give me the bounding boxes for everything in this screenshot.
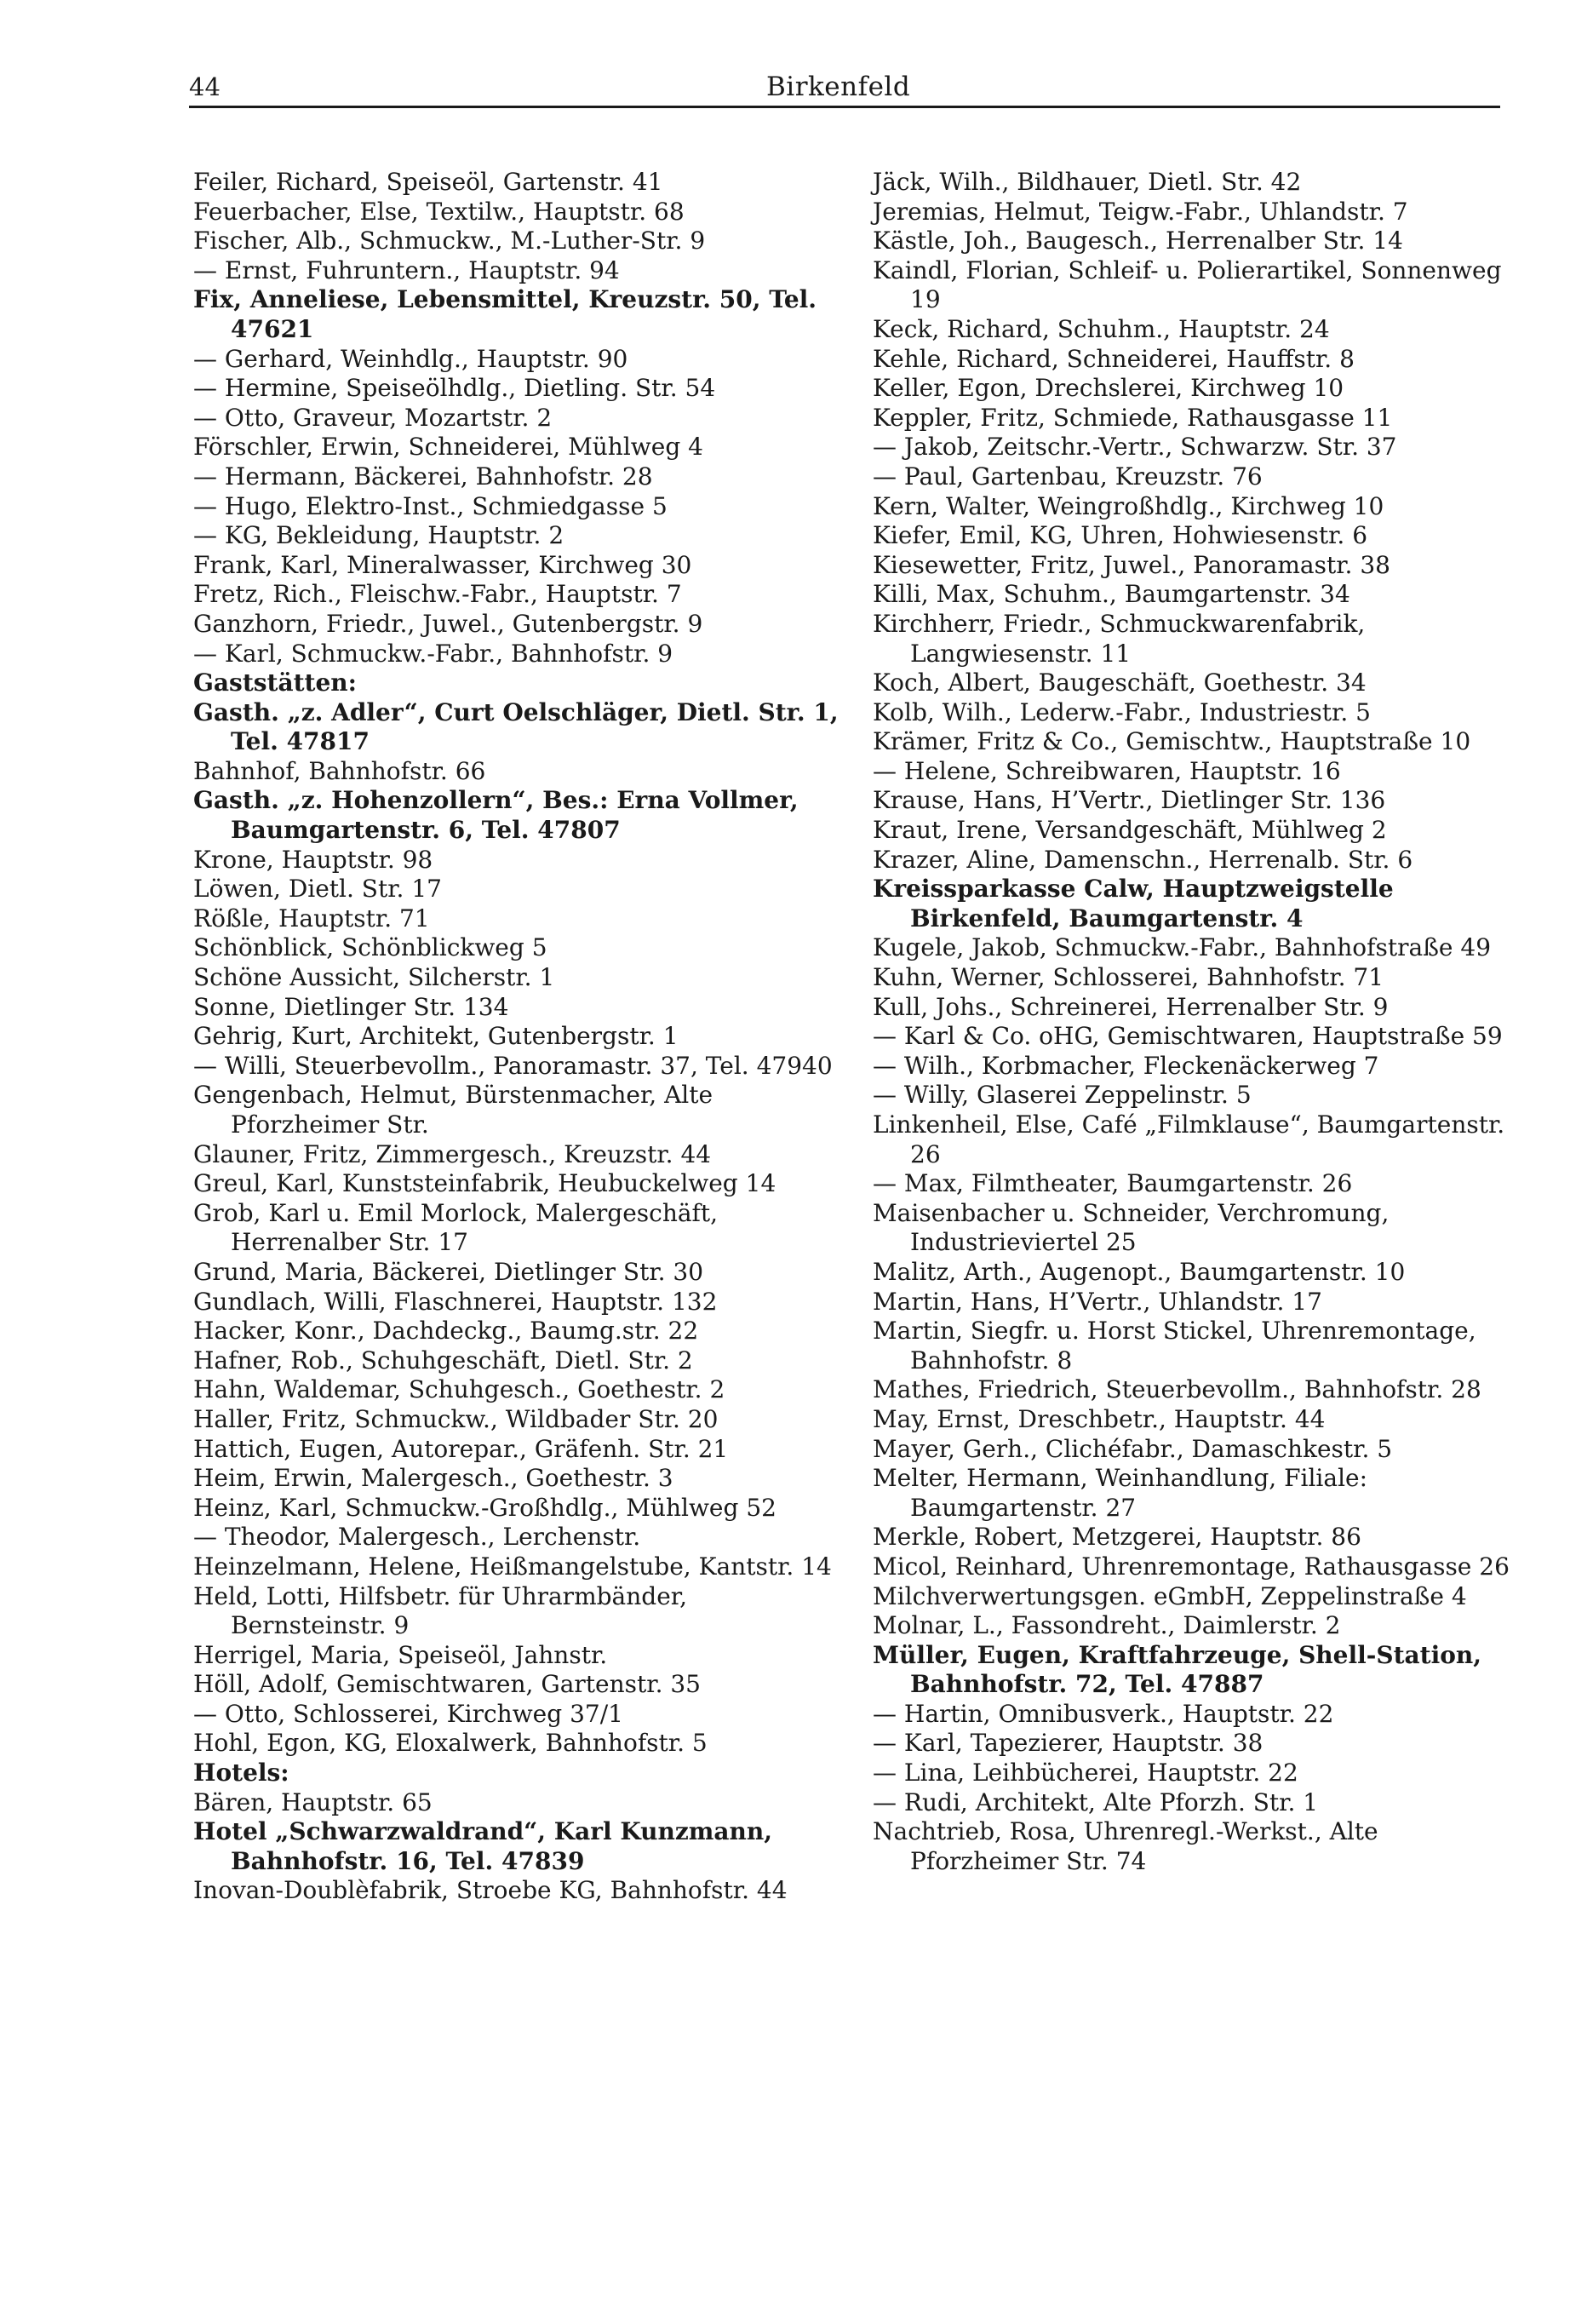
- directory-entry: Förschler, Erwin, Schneiderei, Mühlweg 4: [193, 433, 703, 462]
- directory-entry: Kästle, Joh., Baugesch., Herrenalber Str. 14: [873, 227, 1403, 255]
- directory-entry: Kehle, Richard, Schneiderei, Hauffstr. 8: [873, 344, 1355, 373]
- directory-entry: Kern, Walter, Weingroßhdlg., Kirchweg 10: [873, 491, 1384, 520]
- directory-entry: — Willi, Steuerbevollm., Panoramastr. 37, Tel. 47940: [193, 1051, 833, 1080]
- directory-entry: Martin, Siegfr. u. Horst Stickel, Uhrenremontage, Bahnhofstr. 8: [873, 1317, 1476, 1374]
- directory-entry: Inovan-Doublèfabrik, Stroebe KG, Bahnhofstr. 44: [193, 1876, 788, 1905]
- directory-entry: Hohl, Egon, KG, Eloxalwerk, Bahnhofstr. 5: [193, 1729, 708, 1758]
- directory-entry: — Rudi, Architekt, Alte Pforzh. Str. 1: [873, 1787, 1319, 1816]
- directory-entry: Hafner, Rob., Schuhgeschäft, Dietl. Str. 2: [193, 1346, 693, 1374]
- directory-entry: — Gerhard, Weinhdlg., Hauptstr. 90: [193, 344, 628, 373]
- directory-entry: — Hugo, Elektro-Inst., Schmiedgasse 5: [193, 491, 668, 520]
- directory-entry: Nachtrieb, Rosa, Uhrenregl.-Werkst., Alte Pforzheimer Str. 74: [873, 1817, 1378, 1875]
- directory-entry: Micol, Reinhard, Uhrenremontage, Rathausgasse 26: [873, 1552, 1510, 1581]
- directory-entry: Kreissparkasse Calw, Hauptzweigstelle Birkenfeld, Baumgartenstr. 4: [873, 875, 1394, 932]
- directory-entry: Koch, Albert, Baugeschäft, Goethestr. 34: [873, 669, 1367, 697]
- directory-entry: — Hermine, Speiseölhdlg., Dietling. Str. 54: [193, 374, 716, 403]
- directory-entry: Kugele, Jakob, Schmuckw.-Fabr., Bahnhofstraße 49: [873, 933, 1492, 962]
- directory-entry: Kaindl, Florian, Schleif- u. Polierartikel, Sonnenweg 19: [873, 255, 1502, 314]
- directory-entry: Haller, Fritz, Schmuckw., Wildbader Str. 20: [193, 1404, 719, 1433]
- directory-entry: Killi, Max, Schuhm., Baumgartenstr. 34: [873, 580, 1350, 609]
- directory-entry: — Willy, Glaserei Zeppelinstr. 5: [873, 1081, 1252, 1110]
- directory-entry: Malitz, Arth., Augenopt., Baumgartenstr. 10: [873, 1257, 1406, 1286]
- directory-entry: — Ernst, Fuhruntern., Hauptstr. 94: [193, 255, 620, 284]
- directory-entry: — Lina, Leihbücherei, Hauptstr. 22: [873, 1759, 1298, 1787]
- directory-entry: Heinzelmann, Helene, Heißmangelstube, Kantstr. 14: [193, 1552, 832, 1581]
- directory-entry: — Wilh., Korbmacher, Fleckenäckerweg 7: [873, 1051, 1379, 1080]
- directory-entry: Kull, Johs., Schreinerei, Herrenalber Str. 9: [873, 992, 1389, 1021]
- directory-entry: Melter, Hermann, Weinhandlung, Filiale: Baumgartenstr. 27: [873, 1464, 1368, 1522]
- directory-entry: Martin, Hans, H’Vertr., Uhlandstr. 17: [873, 1287, 1322, 1316]
- directory-entry: Gengenbach, Helmut, Bürstenmacher, Alte Pforzheimer Str.: [193, 1081, 713, 1139]
- directory-entry: Heinz, Karl, Schmuckw.-Großhdlg., Mühlweg 52: [193, 1493, 776, 1522]
- directory-entry: Hacker, Konr., Dachdeckg., Baumg.str. 22: [193, 1317, 699, 1346]
- directory-entry: — Helene, Schreibwaren, Hauptstr. 16: [873, 756, 1341, 785]
- directory-entry: Krone, Hauptstr. 98: [193, 845, 433, 874]
- directory-entry: Hotels:: [193, 1759, 289, 1787]
- directory-entry: — Otto, Graveur, Mozartstr. 2: [193, 403, 553, 432]
- directory-entry: — Hartin, Omnibusverk., Hauptstr. 22: [873, 1699, 1334, 1728]
- directory-entry: Mayer, Gerh., Clichéfabr., Damaschkestr. 5: [873, 1434, 1393, 1463]
- directory-entry: Hattich, Eugen, Autorepar., Gräfenh. Str. 21: [193, 1434, 729, 1463]
- directory-entry: Molnar, L., Fassondreht., Daimlerstr. 2: [873, 1611, 1341, 1640]
- directory-entry: Rößle, Hauptstr. 71: [193, 904, 430, 932]
- directory-entry: Fischer, Alb., Schmuckw., M.-Luther-Str. 9: [193, 227, 706, 255]
- directory-entry: Krause, Hans, H’Vertr., Dietlinger Str. 136: [873, 786, 1386, 815]
- directory-entry: Milchverwertungsgen. eGmbH, Zeppelinstraße 4: [873, 1581, 1467, 1610]
- directory-entry: Bären, Hauptstr. 65: [193, 1787, 433, 1816]
- directory-entry: Löwen, Dietl. Str. 17: [193, 875, 442, 904]
- directory-entry: Jeremias, Helmut, Teigw.-Fabr., Uhlandstr. 7: [873, 197, 1408, 226]
- directory-entry: Maisenbacher u. Schneider, Verchromung, Industrieviertel 25: [873, 1198, 1390, 1257]
- directory-entry: Jäck, Wilh., Bildhauer, Dietl. Str. 42: [873, 168, 1302, 196]
- directory-entry: — Otto, Schlosserei, Kirchweg 37/1: [193, 1699, 623, 1728]
- directory-entry: Greul, Karl, Kunststeinfabrik, Heubuckelweg 14: [193, 1169, 776, 1198]
- directory-entry: Keck, Richard, Schuhm., Hauptstr. 24: [873, 314, 1330, 343]
- directory-entry: — Theodor, Malergesch., Lerchenstr.: [193, 1523, 641, 1552]
- directory-entry: Merkle, Robert, Metzgerei, Hauptstr. 86: [873, 1523, 1361, 1552]
- directory-entry: Krämer, Fritz & Co., Gemischtw., Hauptstraße 10: [873, 727, 1471, 756]
- directory-entry: Kirchherr, Friedr., Schmuckwarenfabrik, Langwiesenstr. 11: [873, 609, 1366, 668]
- directory-entry: Mathes, Friedrich, Steuerbevollm., Bahnhofstr. 28: [873, 1375, 1481, 1404]
- header-rule: [189, 106, 1500, 108]
- directory-entry: Müller, Eugen, Kraftfahrzeuge, Shell-Station, Bahnhofstr. 72, Tel. 47887: [873, 1640, 1481, 1699]
- directory-entry: Glauner, Fritz, Zimmergesch., Kreuzstr. 44: [193, 1139, 712, 1168]
- directory-entry: Krazer, Aline, Damenschn., Herrenalb. Str. 6: [873, 845, 1413, 874]
- directory-entry: Grob, Karl u. Emil Morlock, Malergeschäft, Herrenalber Str. 17: [193, 1198, 719, 1257]
- directory-entry: Schönblick, Schönblickweg 5: [193, 933, 547, 962]
- directory-entry: — Hermann, Bäckerei, Bahnhofstr. 28: [193, 462, 653, 491]
- directory-entry: — Paul, Gartenbau, Kreuzstr. 76: [873, 462, 1263, 491]
- directory-entry: Gasth. „z. Adler“, Curt Oelschläger, Dietl. Str. 1, Tel. 47817: [193, 697, 839, 756]
- right-column: [873, 168, 1520, 1876]
- directory-entry: — Karl, Schmuckw.-Fabr., Bahnhofstr. 9: [193, 639, 673, 668]
- page-header: [0, 0, 1593, 119]
- directory-entry: Kiefer, Emil, KG, Uhren, Hohwiesenstr. 6: [873, 521, 1368, 550]
- directory-entry: Kolb, Wilh., Lederw.-Fabr., Industriestr. 5: [873, 697, 1371, 726]
- directory-entry: Hahn, Waldemar, Schuhgesch., Goethestr. 2: [193, 1375, 725, 1404]
- directory-entry: Gundlach, Willi, Flaschnerei, Hauptstr. 132: [193, 1287, 718, 1316]
- directory-entry: Sonne, Dietlinger Str. 134: [193, 992, 509, 1021]
- directory-entry: Schöne Aussicht, Silcherstr. 1: [193, 963, 555, 992]
- directory-entry: Grund, Maria, Bäckerei, Dietlinger Str. 30: [193, 1257, 704, 1286]
- directory-entry: Herrigel, Maria, Speiseöl, Jahnstr.: [193, 1640, 608, 1669]
- directory-entry: Fix, Anneliese, Lebensmittel, Kreuzstr. 50, Tel. 47621: [193, 285, 817, 343]
- directory-entry: Gehrig, Kurt, Architekt, Gutenbergstr. 1: [193, 1022, 679, 1051]
- directory-entry: May, Ernst, Dreschbetr., Hauptstr. 44: [873, 1404, 1326, 1433]
- directory-entry: Keppler, Fritz, Schmiede, Rathausgasse 11: [873, 403, 1393, 432]
- left-column: [193, 168, 840, 1906]
- directory-entry: Bahnhof, Bahnhofstr. 66: [193, 756, 486, 785]
- directory-entry: Gaststätten:: [193, 669, 357, 697]
- page-number: 44: [189, 72, 221, 101]
- directory-entry: Held, Lotti, Hilfsbetr. für Uhrarmbänder, Bernsteinstr. 9: [193, 1581, 687, 1640]
- directory-entry: — Max, Filmtheater, Baumgartenstr. 26: [873, 1169, 1353, 1198]
- directory-entry: Kiesewetter, Fritz, Juwel., Panoramastr. 38: [873, 550, 1390, 579]
- directory-entry: — Karl & Co. oHG, Gemischtwaren, Hauptstraße 59: [873, 1022, 1503, 1051]
- directory-entry: Keller, Egon, Drechslerei, Kirchweg 10: [873, 374, 1344, 403]
- directory-entry: Frank, Karl, Mineralwasser, Kirchweg 30: [193, 550, 692, 579]
- directory-entry: Linkenheil, Else, Café „Filmklause“, Baumgartenstr. 26: [873, 1110, 1505, 1168]
- directory-entry: Gasth. „z. Hohenzollern“, Bes.: Erna Vollmer, Baumgartenstr. 6, Tel. 47807: [193, 786, 799, 845]
- directory-entry: — Jakob, Zeitschr.-Vertr., Schwarzw. Str. 37: [873, 433, 1397, 462]
- directory-entry: Kuhn, Werner, Schlosserei, Bahnhofstr. 71: [873, 963, 1384, 992]
- directory-entry: Kraut, Irene, Versandgeschäft, Mühlweg 2: [873, 816, 1387, 845]
- directory-entry: Höll, Adolf, Gemischtwaren, Gartenstr. 35: [193, 1670, 701, 1699]
- running-title: Birkenfeld: [766, 72, 911, 102]
- directory-entry: — Karl, Tapezierer, Hauptstr. 38: [873, 1729, 1264, 1758]
- directory-entry: Feuerbacher, Else, Textilw., Hauptstr. 68: [193, 197, 685, 226]
- directory-entry: — KG, Bekleidung, Hauptstr. 2: [193, 521, 564, 550]
- directory-entry: Heim, Erwin, Malergesch., Goethestr. 3: [193, 1464, 673, 1493]
- directory-entry: Hotel „Schwarzwaldrand“, Karl Kunzmann, Bahnhofstr. 16, Tel. 47839: [193, 1817, 772, 1875]
- directory-entry: Fretz, Rich., Fleischw.-Fabr., Hauptstr. 7: [193, 580, 682, 609]
- directory-entry: Feiler, Richard, Speiseöl, Gartenstr. 41: [193, 168, 663, 196]
- directory-entry: Ganzhorn, Friedr., Juwel., Gutenbergstr. 9: [193, 609, 703, 638]
